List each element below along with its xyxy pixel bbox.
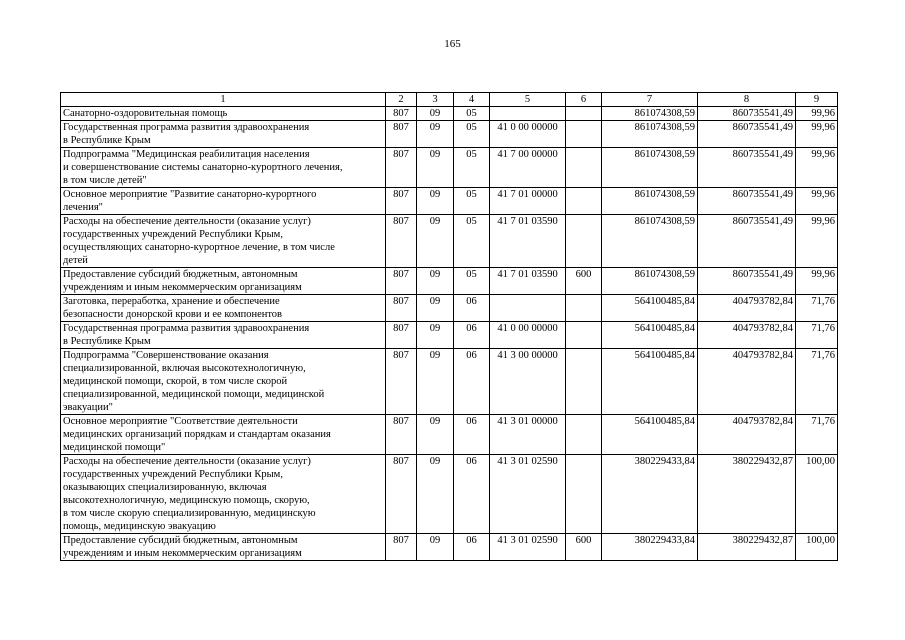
row-name: Расходы на обеспечение деятельности (оказание услуг) государственных учреждений Республики Крым, осуществляющих санаторно-курортное лечение, в том числе детей xyxy=(61,215,386,268)
row-name: Подпрограмма "Совершенствование оказания специализированной, включая высокотехнологичную, медицинской помощи, скорой, в том числе скорой специализированной, медицинской помощи, медицинской эвакуации" xyxy=(61,349,386,415)
table-row xyxy=(61,534,838,561)
cell-percent: 99,96 xyxy=(796,215,838,268)
cell-expense-type: 600 xyxy=(566,268,602,295)
cell-executed-amount: 860735541,49 xyxy=(698,107,796,121)
cell-expense-type xyxy=(566,349,602,415)
cell-target-article: 41 7 01 00000 xyxy=(490,188,566,215)
cell-ministry-code: 807 xyxy=(386,188,417,215)
cell-target-article: 41 3 00 00000 xyxy=(490,349,566,415)
cell-target-article: 41 0 00 00000 xyxy=(490,121,566,148)
cell-executed-amount: 860735541,49 xyxy=(698,188,796,215)
cell-executed-amount: 860735541,49 xyxy=(698,215,796,268)
cell-subsection-code: 05 xyxy=(454,188,490,215)
cell-executed-amount: 404793782,84 xyxy=(698,295,796,322)
cell-section-code: 09 xyxy=(417,188,454,215)
cell-section-code: 09 xyxy=(417,148,454,188)
table-row xyxy=(61,107,838,121)
row-name: Заготовка, переработка, хранение и обеспечение безопасности донорской крови и ее компонентов xyxy=(61,295,386,322)
cell-expense-type xyxy=(566,121,602,148)
table-row xyxy=(61,148,838,188)
column-header: 6 xyxy=(566,93,602,107)
page-number: 165 xyxy=(444,38,461,50)
cell-ministry-code: 807 xyxy=(386,107,417,121)
cell-target-article: 41 3 01 00000 xyxy=(490,415,566,455)
cell-section-code: 09 xyxy=(417,322,454,349)
row-name: Предоставление субсидий бюджетным, автономным учреждениям и иным некоммерческим организациям xyxy=(61,534,386,561)
cell-target-article xyxy=(490,107,566,121)
cell-subsection-code: 06 xyxy=(454,534,490,561)
cell-planned-amount: 861074308,59 xyxy=(602,268,698,295)
cell-section-code: 09 xyxy=(417,455,454,534)
cell-percent: 99,96 xyxy=(796,188,838,215)
row-name: Санаторно-оздоровительная помощь xyxy=(61,107,386,121)
cell-planned-amount: 861074308,59 xyxy=(602,215,698,268)
cell-ministry-code: 807 xyxy=(386,121,417,148)
table-row xyxy=(61,349,838,415)
cell-subsection-code: 05 xyxy=(454,107,490,121)
cell-subsection-code: 06 xyxy=(454,455,490,534)
cell-percent: 100,00 xyxy=(796,534,838,561)
row-name: Предоставление субсидий бюджетным, автономным учреждениям и иным некоммерческим организациям xyxy=(61,268,386,295)
cell-expense-type: 600 xyxy=(566,534,602,561)
cell-executed-amount: 404793782,84 xyxy=(698,415,796,455)
cell-ministry-code: 807 xyxy=(386,349,417,415)
cell-target-article: 41 7 01 03590 xyxy=(490,215,566,268)
cell-percent: 100,00 xyxy=(796,455,838,534)
cell-planned-amount: 564100485,84 xyxy=(602,349,698,415)
table-row xyxy=(61,322,838,349)
cell-ministry-code: 807 xyxy=(386,455,417,534)
table-header xyxy=(61,93,838,107)
cell-planned-amount: 380229433,84 xyxy=(602,534,698,561)
cell-percent: 99,96 xyxy=(796,107,838,121)
cell-planned-amount: 564100485,84 xyxy=(602,295,698,322)
row-name: Государственная программа развития здравоохранения в Республике Крым xyxy=(61,121,386,148)
cell-executed-amount: 860735541,49 xyxy=(698,268,796,295)
cell-expense-type xyxy=(566,188,602,215)
cell-subsection-code: 06 xyxy=(454,295,490,322)
budget-table xyxy=(60,92,838,561)
cell-target-article: 41 3 01 02590 xyxy=(490,455,566,534)
column-header: 2 xyxy=(386,93,417,107)
column-header: 8 xyxy=(698,93,796,107)
column-header: 1 xyxy=(61,93,386,107)
row-name: Подпрограмма "Медицинская реабилитация населения и совершенствование системы санаторно-курортного лечения, в том числе детей" xyxy=(61,148,386,188)
cell-target-article: 41 7 00 00000 xyxy=(490,148,566,188)
cell-target-article: 41 7 01 03590 xyxy=(490,268,566,295)
row-name: Основное мероприятие "Развитие санаторно-курортного лечения" xyxy=(61,188,386,215)
table-row xyxy=(61,455,838,534)
column-header: 3 xyxy=(417,93,454,107)
column-header: 5 xyxy=(490,93,566,107)
table-row xyxy=(61,295,838,322)
cell-planned-amount: 861074308,59 xyxy=(602,188,698,215)
cell-percent: 71,76 xyxy=(796,349,838,415)
cell-subsection-code: 06 xyxy=(454,322,490,349)
cell-section-code: 09 xyxy=(417,295,454,322)
cell-expense-type xyxy=(566,295,602,322)
cell-ministry-code: 807 xyxy=(386,295,417,322)
cell-section-code: 09 xyxy=(417,415,454,455)
cell-section-code: 09 xyxy=(417,349,454,415)
cell-expense-type xyxy=(566,148,602,188)
cell-planned-amount: 564100485,84 xyxy=(602,415,698,455)
header-row xyxy=(61,93,838,107)
cell-ministry-code: 807 xyxy=(386,534,417,561)
row-name: Государственная программа развития здравоохранения в Республике Крым xyxy=(61,322,386,349)
cell-planned-amount: 380229433,84 xyxy=(602,455,698,534)
cell-ministry-code: 807 xyxy=(386,322,417,349)
cell-executed-amount: 380229432,87 xyxy=(698,455,796,534)
row-name: Основное мероприятие "Соответствие деятельности медицинских организаций порядкам и стандартам оказания медицинской помощи" xyxy=(61,415,386,455)
cell-executed-amount: 404793782,84 xyxy=(698,322,796,349)
cell-target-article xyxy=(490,295,566,322)
cell-percent: 99,96 xyxy=(796,121,838,148)
cell-section-code: 09 xyxy=(417,121,454,148)
table-row xyxy=(61,415,838,455)
row-name: Расходы на обеспечение деятельности (оказание услуг) государственных учреждений Республики Крым, оказывающих специализированную, включая высокотехнологичную, медицинскую помощь, скорую, в том числе скорую специализированную, медицинскую помощь, медицинскую эвакуацию xyxy=(61,455,386,534)
table-row xyxy=(61,121,838,148)
cell-percent: 99,96 xyxy=(796,148,838,188)
cell-section-code: 09 xyxy=(417,107,454,121)
cell-ministry-code: 807 xyxy=(386,268,417,295)
cell-executed-amount: 404793782,84 xyxy=(698,349,796,415)
cell-expense-type xyxy=(566,107,602,121)
cell-subsection-code: 06 xyxy=(454,415,490,455)
cell-executed-amount: 860735541,49 xyxy=(698,121,796,148)
cell-ministry-code: 807 xyxy=(386,148,417,188)
cell-target-article: 41 0 00 00000 xyxy=(490,322,566,349)
cell-expense-type xyxy=(566,215,602,268)
table-body xyxy=(61,107,838,561)
cell-expense-type xyxy=(566,415,602,455)
cell-ministry-code: 807 xyxy=(386,415,417,455)
table-row xyxy=(61,188,838,215)
cell-planned-amount: 861074308,59 xyxy=(602,148,698,188)
cell-planned-amount: 564100485,84 xyxy=(602,322,698,349)
cell-expense-type xyxy=(566,322,602,349)
cell-executed-amount: 860735541,49 xyxy=(698,148,796,188)
column-header: 7 xyxy=(602,93,698,107)
cell-percent: 71,76 xyxy=(796,322,838,349)
cell-percent: 71,76 xyxy=(796,415,838,455)
cell-target-article: 41 3 01 02590 xyxy=(490,534,566,561)
column-header: 4 xyxy=(454,93,490,107)
cell-ministry-code: 807 xyxy=(386,215,417,268)
cell-subsection-code: 05 xyxy=(454,121,490,148)
cell-percent: 71,76 xyxy=(796,295,838,322)
cell-executed-amount: 380229432,87 xyxy=(698,534,796,561)
cell-section-code: 09 xyxy=(417,268,454,295)
cell-subsection-code: 06 xyxy=(454,349,490,415)
cell-planned-amount: 861074308,59 xyxy=(602,107,698,121)
cell-subsection-code: 05 xyxy=(454,215,490,268)
column-header: 9 xyxy=(796,93,838,107)
cell-subsection-code: 05 xyxy=(454,148,490,188)
table-row xyxy=(61,215,838,268)
cell-percent: 99,96 xyxy=(796,268,838,295)
cell-section-code: 09 xyxy=(417,215,454,268)
cell-subsection-code: 05 xyxy=(454,268,490,295)
table-row xyxy=(61,268,838,295)
cell-planned-amount: 861074308,59 xyxy=(602,121,698,148)
cell-section-code: 09 xyxy=(417,534,454,561)
cell-expense-type xyxy=(566,455,602,534)
